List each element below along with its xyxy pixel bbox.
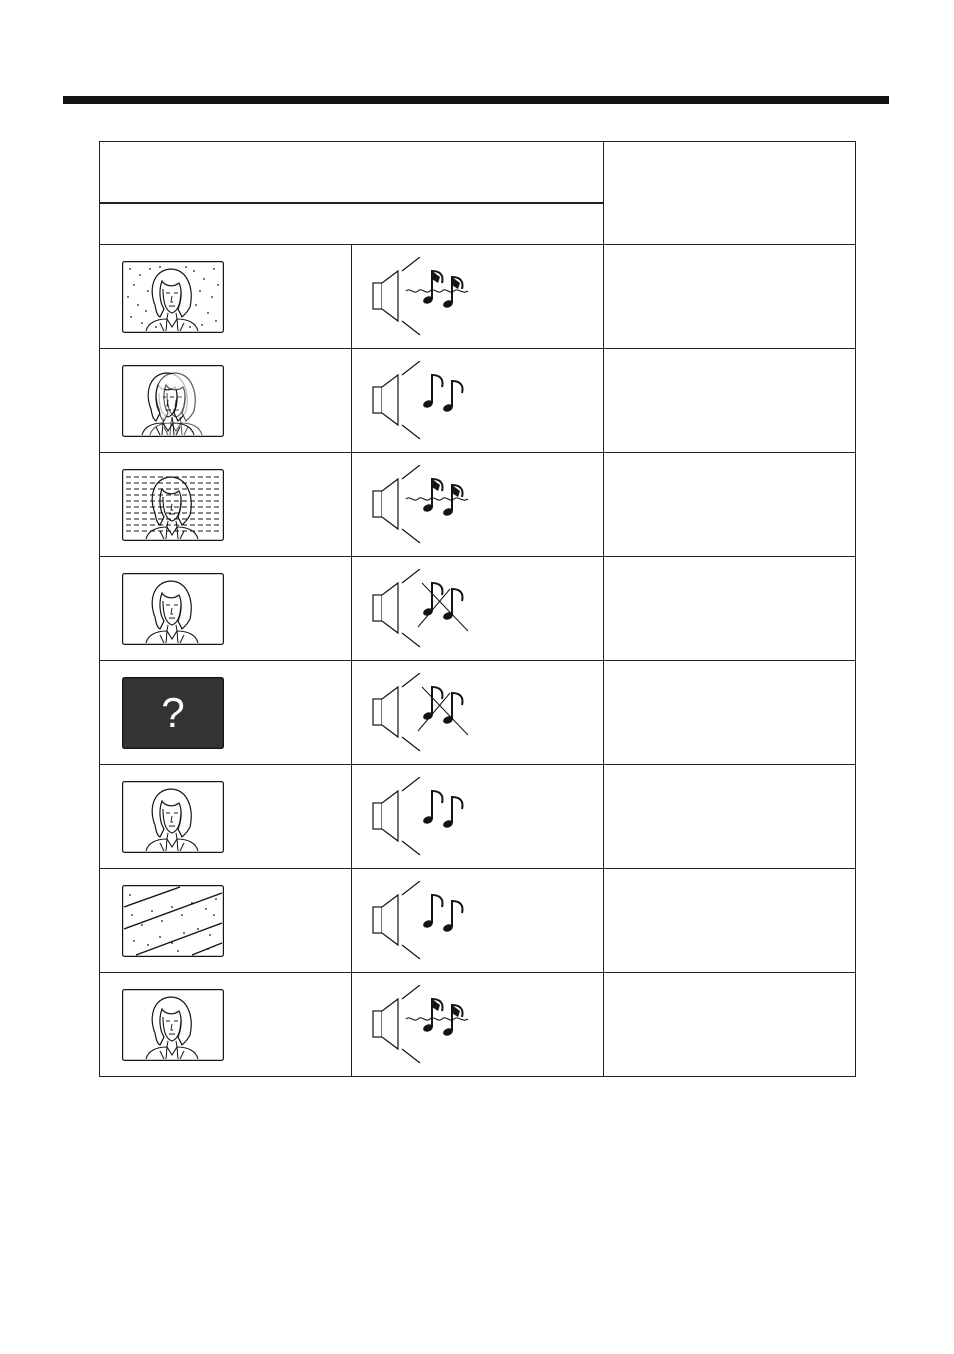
sound-cell [352,245,604,349]
ghost-picture-icon [122,365,224,437]
normal-picture-icon [122,989,224,1061]
sound-cell [352,349,604,453]
table-row [100,765,856,869]
remedy-cell [604,245,856,349]
interference-lines-picture-icon [122,469,224,541]
remedy-cell [604,973,856,1077]
table-row [100,349,856,453]
normal-sound-icon [370,777,474,857]
remedy-cell [604,661,856,765]
noisy-sound-icon [370,985,474,1065]
remedy-cell [604,349,856,453]
header-symptom-cell [100,142,604,204]
picture-cell [100,245,352,349]
picture-cell [100,349,352,453]
top-rule [63,96,889,104]
sound-cell [352,869,604,973]
remedy-cell [604,869,856,973]
no-sound-icon [370,673,474,753]
picture-cell [100,973,352,1077]
sound-cell [352,557,604,661]
picture-cell [100,869,352,973]
table-row [100,453,856,557]
no-sound-icon [370,569,474,649]
normal-picture-icon [122,781,224,853]
snowy-picture-icon [122,261,224,333]
troubleshooting-table [99,141,856,1077]
noisy-sound-icon [370,257,474,337]
no-picture-icon [122,677,224,749]
normal-picture-icon [122,573,224,645]
remedy-cell [604,557,856,661]
remedy-cell [604,765,856,869]
sound-cell [352,661,604,765]
table-row [100,245,856,349]
table-row [100,973,856,1077]
table-row [100,661,856,765]
picture-cell [100,765,352,869]
sound-cell [352,973,604,1077]
header-remedy-cell [604,142,856,245]
picture-cell [100,661,352,765]
normal-sound-icon [370,881,474,961]
diagonal-stripes-picture-icon [122,885,224,957]
noisy-sound-icon [370,465,474,545]
picture-cell [100,557,352,661]
sound-cell [352,453,604,557]
normal-sound-icon [370,361,474,441]
question-mark: ? [161,688,185,736]
sound-cell [352,765,604,869]
table-row [100,869,856,973]
header-picture-sound-cell [100,203,604,245]
picture-cell [100,453,352,557]
table-row [100,557,856,661]
remedy-cell [604,453,856,557]
